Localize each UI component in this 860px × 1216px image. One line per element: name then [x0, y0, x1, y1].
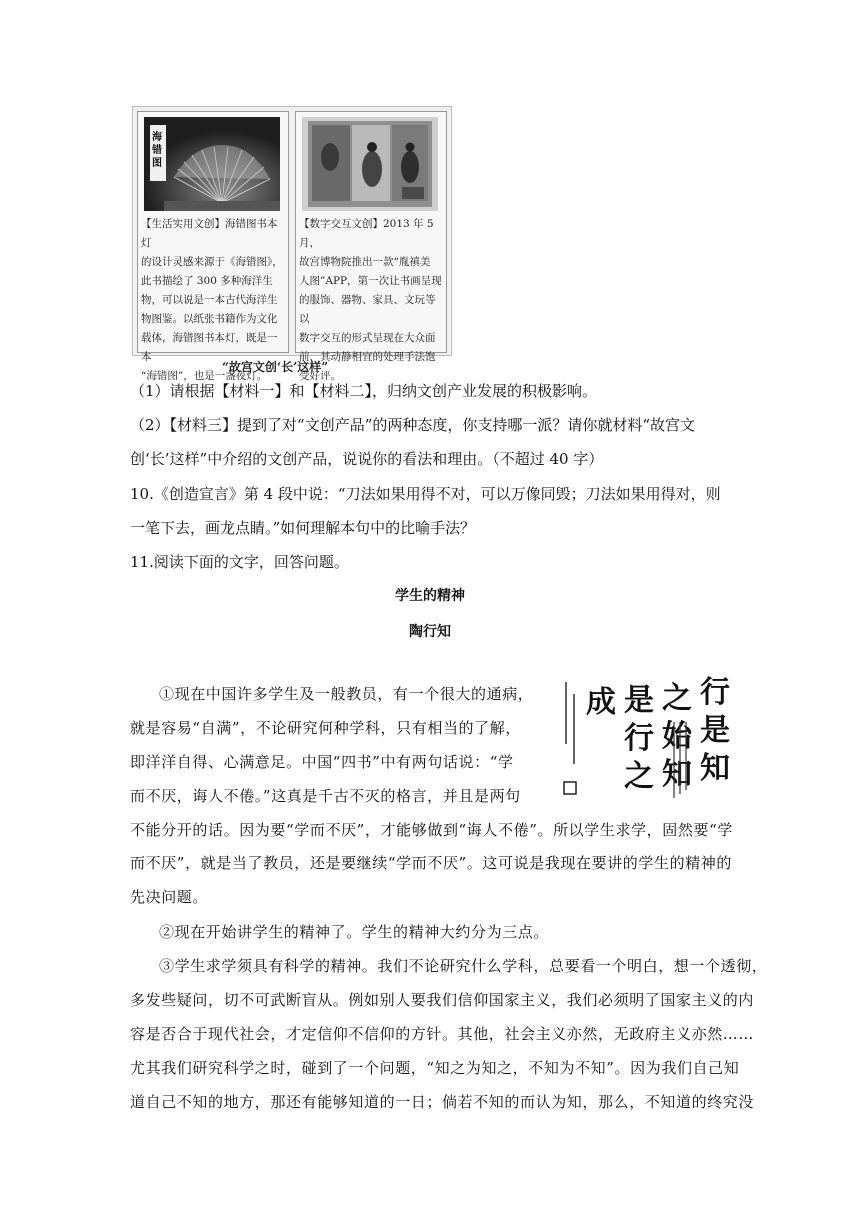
calligraphy-column: 是行之 — [624, 683, 654, 794]
p3-line: 容是否合于现代社会，才定信仰不信仰的方针。其他，社会主义亦然，无政府主义亦然…… — [130, 1025, 755, 1043]
calligraphy-column: 成 — [586, 685, 616, 720]
question-10-line-2: 一笔下去，画龙点睛。”如何理解本句中的比喻手法？ — [130, 519, 476, 537]
p3-line: ③学生求学须具有科学的精神。我们不论研究什么学科，总要看一个明白，想一个透彻， — [159, 957, 768, 975]
article-title: 学生的精神 — [395, 588, 465, 604]
question-2-line-1: （2）【材料三】提到了对“文创产品”的两种态度，你支持哪一派？请你就材料“故宫文 — [130, 416, 696, 434]
calligraphy-artwork — [560, 674, 740, 804]
calligraphy-column: 行是知 — [700, 675, 730, 786]
p3-line: 道自己不知的地方，那还有能够知道的一日；倘若不知的而认为知，那么，不知道的终究没 — [130, 1093, 755, 1111]
left-panel-text: 【生活实用文创】海错图书本灯 的设计灵感来源于《海错图》， 此书描绘了 300 多种海洋生 物，可以说是一本古代海洋生 物图鉴。以纸张书籍作为文化 载体，海错图书本灯，既是一本 “海错图”，也是一盏夜灯。 — [141, 218, 283, 382]
right-product-panel — [295, 111, 447, 382]
article-author: 陶行知 — [409, 624, 451, 640]
question-10-line-1: 10.《创造宣言》第 4 段中说：“刀法如果用得不对，可以万像同毁；刀法如果用得对，则 — [130, 485, 721, 503]
question-11: 11.阅读下面的文字，回答问题。 — [130, 553, 349, 571]
p3-line: 尤其我们研究科学之时，碰到了一个问题，“知之为知之，不知为不知”。因为我们自己知 — [130, 1059, 740, 1077]
question-1: （1）请根据【材料一】和【材料二】，归纳文创产业发展的积极影响。 — [130, 382, 598, 400]
p3-line: 多发些疑问，切不可武断盲从。例如别人要我们信仰国家主义，我们必须明了国家主义的内 — [130, 991, 755, 1009]
p1-line: 而不厌”，就是当了教员，还是要继续“学而不厌”。这可说是我现在要讲的学生的精神的 — [130, 854, 733, 872]
figure-caption: “故宫文创‘长’这样” — [222, 360, 329, 374]
book-lamp-photo — [144, 117, 280, 211]
p1-line: 不能分开的话。因为要“学而不厌”，才能够做到“诲人不倦”。所以学生求学，固然要“学 — [130, 821, 733, 839]
calligraphy-inscription — [560, 674, 584, 804]
beauty-painting-app-photo — [302, 117, 438, 211]
book-lamp-title-badge: 海错图 — [152, 132, 162, 169]
question-2-line-2: 创‘长’这样”中介绍的文创产品，说说你的看法和理由。（不超过 40 字） — [130, 450, 604, 468]
p1-line: ①现在中国许多学生及一般教员，有一个很大的通病， — [159, 685, 534, 703]
p1-line: 就是容易“自满”，不论研究何种学科，只有相当的了解， — [130, 719, 521, 737]
p1-line: 而不厌，诲人不倦。”这真是千古不灭的格言，并且是两句 — [130, 787, 521, 805]
calligraphy-side-text — [670, 718, 694, 802]
calligraphy-column: 之始知 — [662, 681, 692, 792]
p1-line: 先决问题。 — [130, 888, 209, 906]
p1-line: 即洋洋自得、心满意足。中国“四书”中有两句话说：“学 — [130, 753, 514, 771]
p2: ②现在开始讲学生的精神了。学生的精神大约分为三点。 — [159, 923, 550, 941]
right-panel-text: 【数字交互文创】2013 年 5 月， 故宫博物院推出一款“胤禛美 人图”APP，第一次让书画呈现 的服饰、器物、家具、文玩等以 数字交互的形式呈现在大众面 前，其动静相宜的处理手法饱 受好评。 — [299, 218, 442, 382]
